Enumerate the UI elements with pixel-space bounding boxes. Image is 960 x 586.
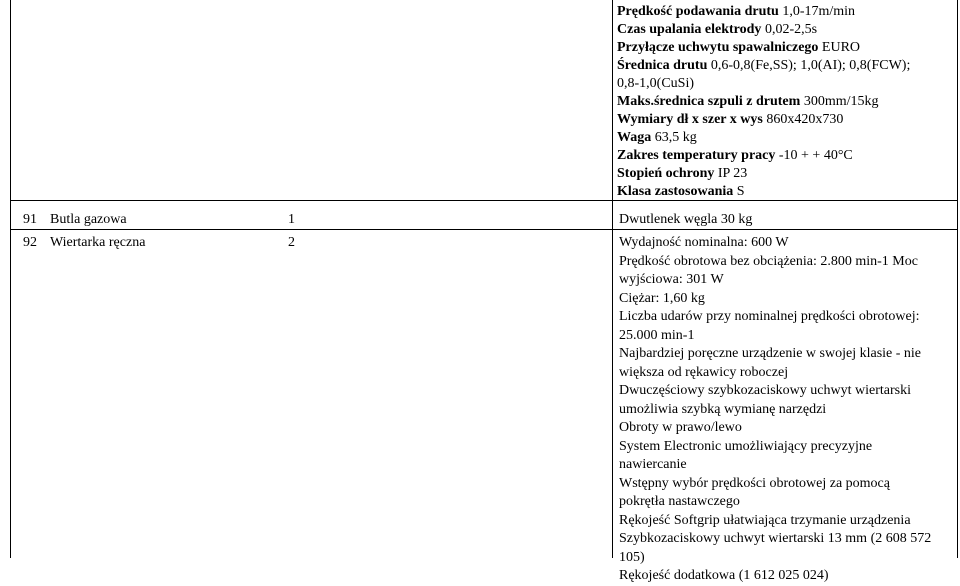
spec-line: Klasa zastosowania S [617,184,745,199]
spec-block [617,3,910,201]
spec-line: Przyłącze uchwytu spawalniczego EURO [617,40,861,55]
item-quantity: 2 [288,235,295,250]
table-column-divider [612,0,613,558]
spec-line: Średnica drutu 0,6-0,8(Fe,SS); 1,0(AI); 0,8(FCW); [617,58,911,73]
spec-line: 0,8-1,0(CuSi) [617,76,694,91]
spec-line: Wymiary dł x szer x wys 860x420x730 [617,112,844,127]
spec-table [10,0,958,583]
item-description: Dwutlenek węgla 30 kg [619,212,753,227]
item-name: Butla gazowa [50,212,127,227]
spec-line: Prędkość podawania drutu 1,0-17m/min [617,4,856,19]
table-border-left [10,0,11,558]
spec-line: Stopień ochrony IP 23 [617,166,748,181]
item-name: Wiertarka ręczna [50,235,146,250]
row-number: 91 [23,212,37,227]
item-description: Wydajność nominalna: 600 W Prędkość obrotowa bez obciążenia: 2.800 min-1 Moc wyjściowa: 301 W Ciężar: 1,60 kg Liczba udarów przy nominalnej prędkości obrotowej: 25.000 min-1 Najbardziej poręczne urządzenie w swojej klasie - nie większa od rękawicy roboczej Dwuczęściowy szybkozaciskowy uchwyt wiertarski umożliwia szybką wymianę narzędzi Obroty w prawo/lewo System Electronic umożliwiający precyzyjne nawiercanie Wstępny wybór prędkości obrotowej za pomocą pokrętła nastawczego Rękojeść Softgrip ułatwiająca trzymanie urządzenia Szybkozaciskowy uchwyt wiertarski 13 mm (2 608 572 105) Rękojeść dodatkowa (1 612 025 024) [619,235,932,583]
row-divider [10,229,958,230]
spec-line: Czas upalania elektrody 0,02-2,5s [617,22,818,37]
spec-line: Waga 63,5 kg [617,130,697,145]
spec-line: Maks.średnica szpuli z drutem 300mm/15kg [617,94,879,109]
spec-line: Zakres temperatury pracy -10 + + 40°C [617,148,853,163]
row-number: 92 [23,235,37,250]
table-border-right [957,0,958,558]
item-quantity: 1 [288,212,295,227]
